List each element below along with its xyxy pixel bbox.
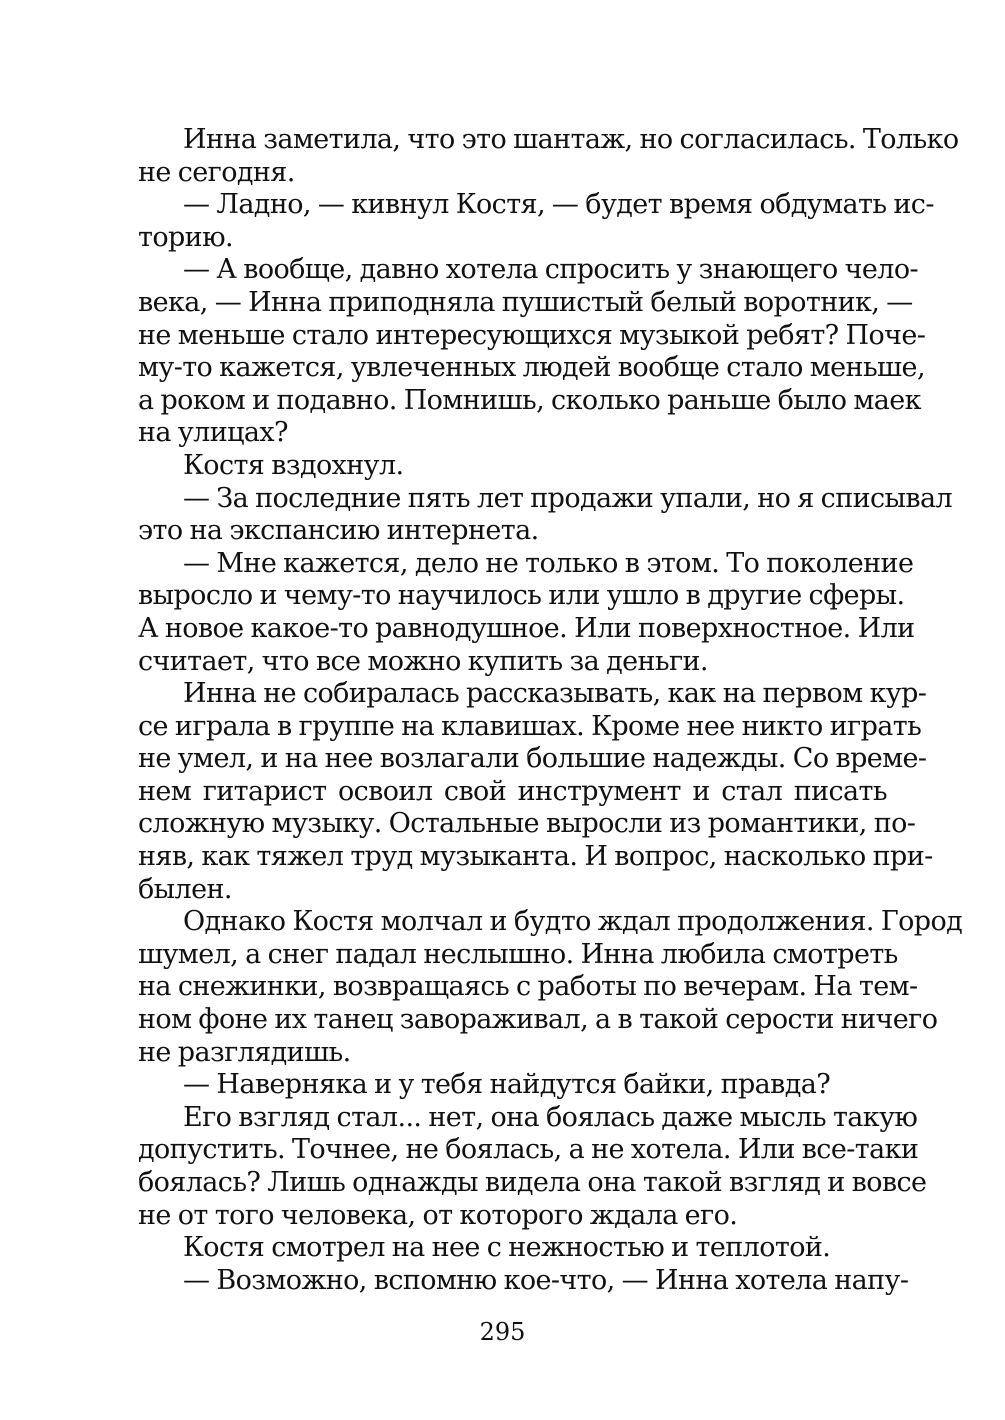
body-text xyxy=(138,124,963,1297)
text-line: не умел, и на нее возлагали большие надежды. Со време- xyxy=(138,743,927,775)
text-line: века, — Инна приподняла пушистый белый воротник, — xyxy=(138,286,913,318)
text-line: се играла в группе на клавишах. Кроме нее никто играть xyxy=(138,710,922,742)
text-line: считает, что все можно купить за деньги. xyxy=(138,645,708,677)
text-line: а роком и подавно. Помнишь, сколько раньше было маек xyxy=(138,384,921,416)
text-line: допустить. Точнее, не боялась, а не хотела. Или все-таки xyxy=(138,1134,919,1166)
text-line: не от того человека, от которого ждала его. xyxy=(138,1199,738,1231)
text-line: былен. xyxy=(138,873,232,905)
text-line: Костя смотрел на нее с нежностью и теплотой. xyxy=(183,1232,831,1264)
text-line: не сегодня. xyxy=(138,156,295,188)
text-line: на улицах? xyxy=(138,417,288,449)
text-line: — За последние пять лет продажи упали, но я списывал xyxy=(183,482,953,514)
text-line: — Ладно, — кивнул Костя, — будет время обдумать ис- xyxy=(183,189,934,221)
text-line: не разглядишь. xyxy=(138,1036,351,1068)
text-line: — Наверняка и у тебя найдутся байки, правда? xyxy=(183,1069,831,1101)
text-line: ном фоне их танец завораживал, а в такой серости ничего xyxy=(138,1004,938,1036)
text-line: шумел, а снег падал неслышно. Инна любила смотреть xyxy=(138,938,898,970)
text-line: это на экспансию интернета. xyxy=(138,515,539,547)
text-line: — А вообще, давно хотела спросить у знающего чело- xyxy=(183,254,919,286)
text-line: Однако Костя молчал и будто ждал продолжения. Город xyxy=(183,906,963,938)
text-line: Инна не собиралась рассказывать, как на первом кур- xyxy=(183,678,927,710)
text-line: боялась? Лишь однажды видела она такой взгляд и вовсе xyxy=(138,1167,927,1198)
text-line: няв, как тяжел труд музыканта. И вопрос, насколько при- xyxy=(138,841,933,873)
text-line: Его взгляд стал... нет, она боялась даже мысль такую xyxy=(183,1101,918,1133)
text-line: Костя вздохнул. xyxy=(183,449,404,481)
text-line: — Мне кажется, дело не только в этом. То поколение xyxy=(183,547,914,579)
text-line: А новое какое-то равнодушное. Или поверхностное. Или xyxy=(138,612,915,644)
text-line: на снежинки, возвращаясь с работы по вечерам. На тем- xyxy=(138,971,918,1003)
text-line: Инна заметила, что это шантаж, но согласилась. Только xyxy=(183,124,959,155)
text-line: — Возможно, вспомню кое-что, — Инна хотела напу- xyxy=(183,1264,909,1296)
text-line: сложную музыку. Остальные выросли из романтики, по- xyxy=(138,808,916,840)
page-number: 295 xyxy=(479,1318,526,1346)
text-line: нем гитарист освоил свой инструмент и стал писать xyxy=(138,775,887,807)
text-line: торию. xyxy=(138,221,233,253)
text-line: му-то кажется, увлеченных людей вообще стало меньше, xyxy=(138,352,925,384)
text-line: не меньше стало интересующихся музыкой ребят? Поче- xyxy=(138,319,926,351)
text-line: выросло и чему-то научилось или ушло в другие сферы. xyxy=(138,580,905,612)
